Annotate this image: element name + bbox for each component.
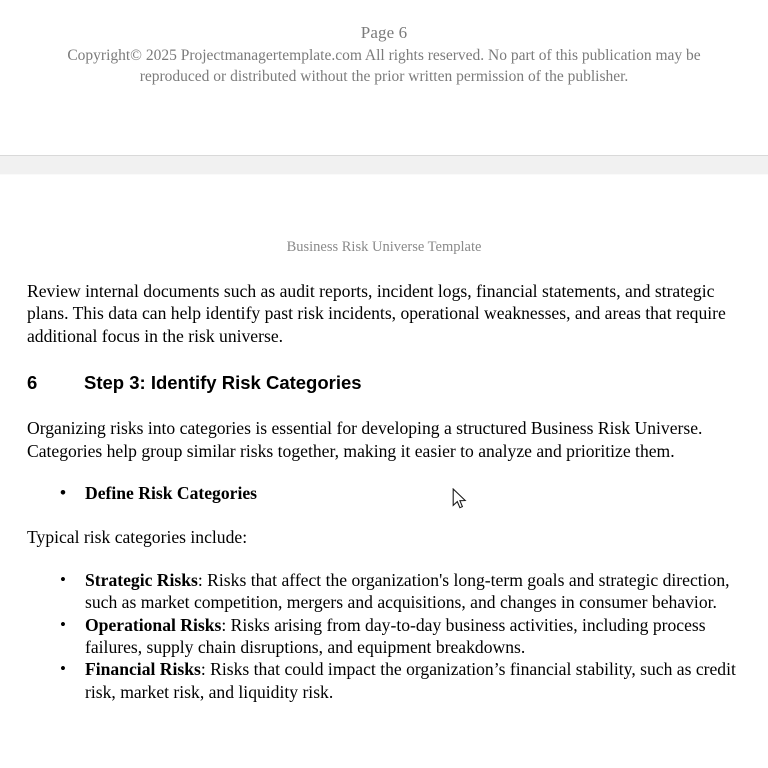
spacer [0,256,768,280]
risk-category-description: : Risks arising from day-to-day business activities, including process failures, supply chain disruptions, and equipment breakdowns. [85,614,706,658]
risk-category-description: : Risks that affect the organization's long-term goals and strategic direction, such as market competition, mergers and acquisitions, and changes in consumer behavior. [85,569,730,613]
risk-category-term: Financial Risks [85,659,201,680]
list-item: • Define Risk Categories [27,482,750,504]
section-heading-title: Step 3: Identify Risk Categories [84,372,362,394]
page-content [0,280,768,703]
document-page [0,175,768,768]
risk-category-term: Operational Risks [85,614,222,635]
copyright-notice: Copyright© 2025 Projectmanagertemplate.com All rights reserved. No part of this publication may be reproduced or distributed without the prior written permission of the publisher. [67,47,701,85]
previous-page-footer-region [0,0,768,155]
subheading-bullet-list [27,482,750,504]
spacer [27,395,750,417]
list-item [27,614,750,659]
spacer [27,549,750,569]
section-heading-number: 6 [27,372,38,394]
spacer [27,347,750,371]
lead-in-text: Typical risk categories include: [27,527,248,548]
body-paragraph: Organizing risks into categories is essential for developing a structured Business Risk Universe. Categories help group similar risks together, making it easier to analyze and prioritize them. [27,418,703,461]
spacer [27,504,750,526]
risk-category-description: : Risks that could impact the organization’s financial stability, such as credit risk, market risk, and liquidity risk. [85,659,736,702]
intro-paragraph: Review internal documents such as audit reports, incident logs, financial statements, and strategic plans. This data can help identify past risk incidents, operational weaknesses, and areas that require additional focus in the risk universe. [27,281,726,346]
section-heading [27,371,750,395]
spacer [27,462,750,482]
page-number-label: Page 6 [360,23,408,42]
list-item [27,569,750,614]
risk-category-list [27,569,750,703]
list-item [27,658,750,703]
risk-category-term: Strategic Risks [85,569,198,590]
page-break-separator [0,155,768,175]
document-header-title: Business Risk Universe Template [286,239,482,255]
